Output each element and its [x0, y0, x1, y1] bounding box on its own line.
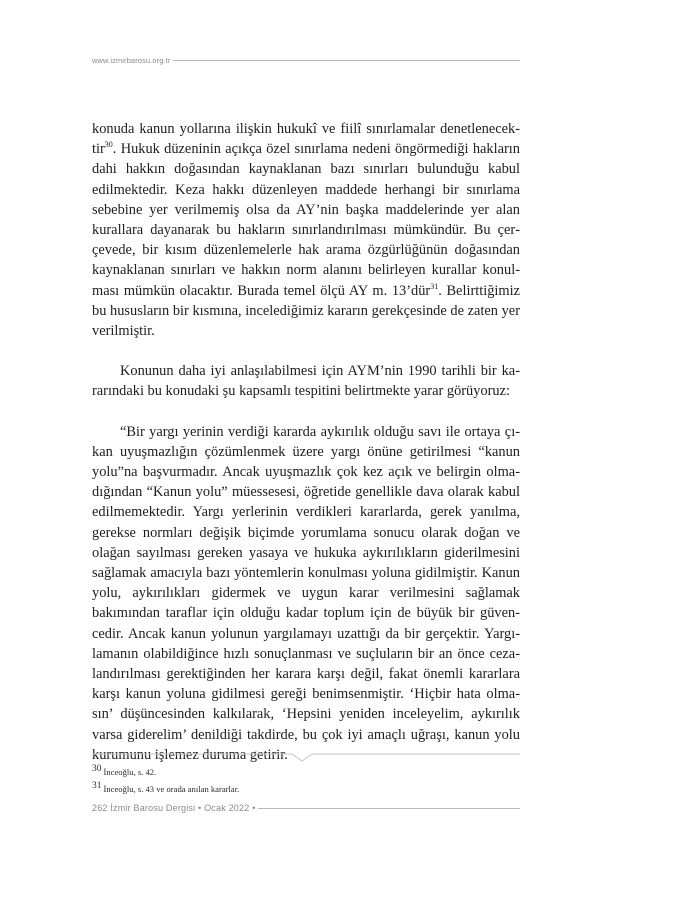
footnote-ref: 30	[104, 140, 113, 150]
paragraph-text: Konunun daha iyi anlaşılabilmesi için AYM’nin 1990 tarihli bir kararındaki bu konudaki şu kapsamlı tespitini belirtmekte yarar görüyoruz:	[92, 363, 520, 400]
paragraph-text: . Belirttiğimiz bu hususların bir kısmına, incelediğimiz kararın gerekçesinde de zaten yer verilmiştir.	[92, 282, 520, 340]
paragraph-p2	[92, 361, 520, 401]
paragraph-p3	[92, 422, 520, 765]
paragraph-text: . Hukuk düzeninin açıkça özel sınırlama nedeni öngörmediği hakların dahi hakkın doğasından kaynaklanan bazı sınırları bulunduğu kabul edilmektedir. Keza hakkı düzenleyen maddede herhangi bir sınırlama sebebine yer verilmemiş olsa da AY’nin başka maddelerinde yer alan kurallara dayanarak bu hakların sınırlandırılması mümkündür. Bu çerçevede, bir kısım düzenlemelerle hak arama özgürlüğünün doğasından kaynaklanan sınırları ve hakkın norm alanını belirleyen kurallar konulması mümkün olacaktır. Burada temel ölçü AY m. 13’dür	[92, 141, 520, 299]
paragraph-text: konuda kanun yollarına ilişkin hukukî ve fiilî sınırlamalar denetlenecektir	[92, 121, 520, 158]
footnote-separator	[92, 753, 520, 763]
footnote-text: İnceoğlu, s. 43 ve orada anılan kararlar.	[103, 783, 240, 794]
footnotes	[92, 764, 520, 797]
header-rule	[173, 60, 520, 61]
site-url: www.izmirbarosu.org.tr	[92, 55, 171, 65]
footer-rule	[258, 808, 520, 809]
footnote	[92, 781, 520, 798]
running-header	[92, 53, 520, 67]
footer-text: 262 İzmir Barosu Dergisi • Ocak 2022 •	[92, 803, 256, 813]
footnote	[92, 764, 520, 781]
footnote-ref: 31	[430, 281, 439, 291]
footnote-text: İnceoğlu, s. 42.	[103, 767, 157, 777]
footnote-number: 30	[92, 764, 102, 775]
page-footer	[92, 801, 520, 815]
footnote-number: 31	[92, 780, 102, 791]
paragraph-p1	[92, 119, 520, 341]
paragraph-text: “Bir yargı yerinin verdiği kararda aykırılık olduğu savı ile ortaya çıkan uyuşmazlığın çözümlenmek üzere yargı önüne getirilmesi “kanun yolu”na başvurmadır. Ancak uyuşmazlık çok kez açık ve belirgin olmadığından “Kanun yolu” müessesesi, öğretide genellikle dava olarak kabul edilmemektedir. Yargı yerlerinin verdikleri kararlarda, gerek yanılma, gerekse normları değişik biçimde yorumlama sonucu olarak doğan ve olağan sayılması gereken yasaya ve hukuka aykırılıkların giderilmesini sağlamak amacıyla bazı yöntemlerin konulması yoluna gidilmiştir. Kanun yolu, aykırılıkları gidermek ve uygun karar verilmesini sağlamak bakımından taraflar için olduğu kadar toplum için de büyük bir güvencedir. Ancak kanun yolunun yargılamayı uzattığı da bir gerçektir. Yargılamanın olabildiğince hızlı sonuçlanması ve suçluların bir an önce cezalandırılması gerektiğinden her karara karşı değil, fakat önemli kararlara karşı kanun yoluna gidilmesi gereği benimsenmiştir. ‘Hiçbir hata olmasın’ düşüncesinden kalkılarak, ‘Hepsini yeniden inceleyelim, aykırılık varsa giderelim’ denildiği takdirde, bu çok iyi amaçlı uğraşı, kanun yolu kurumunu işlemez duruma getirir.	[92, 423, 520, 763]
article-body	[92, 119, 520, 765]
